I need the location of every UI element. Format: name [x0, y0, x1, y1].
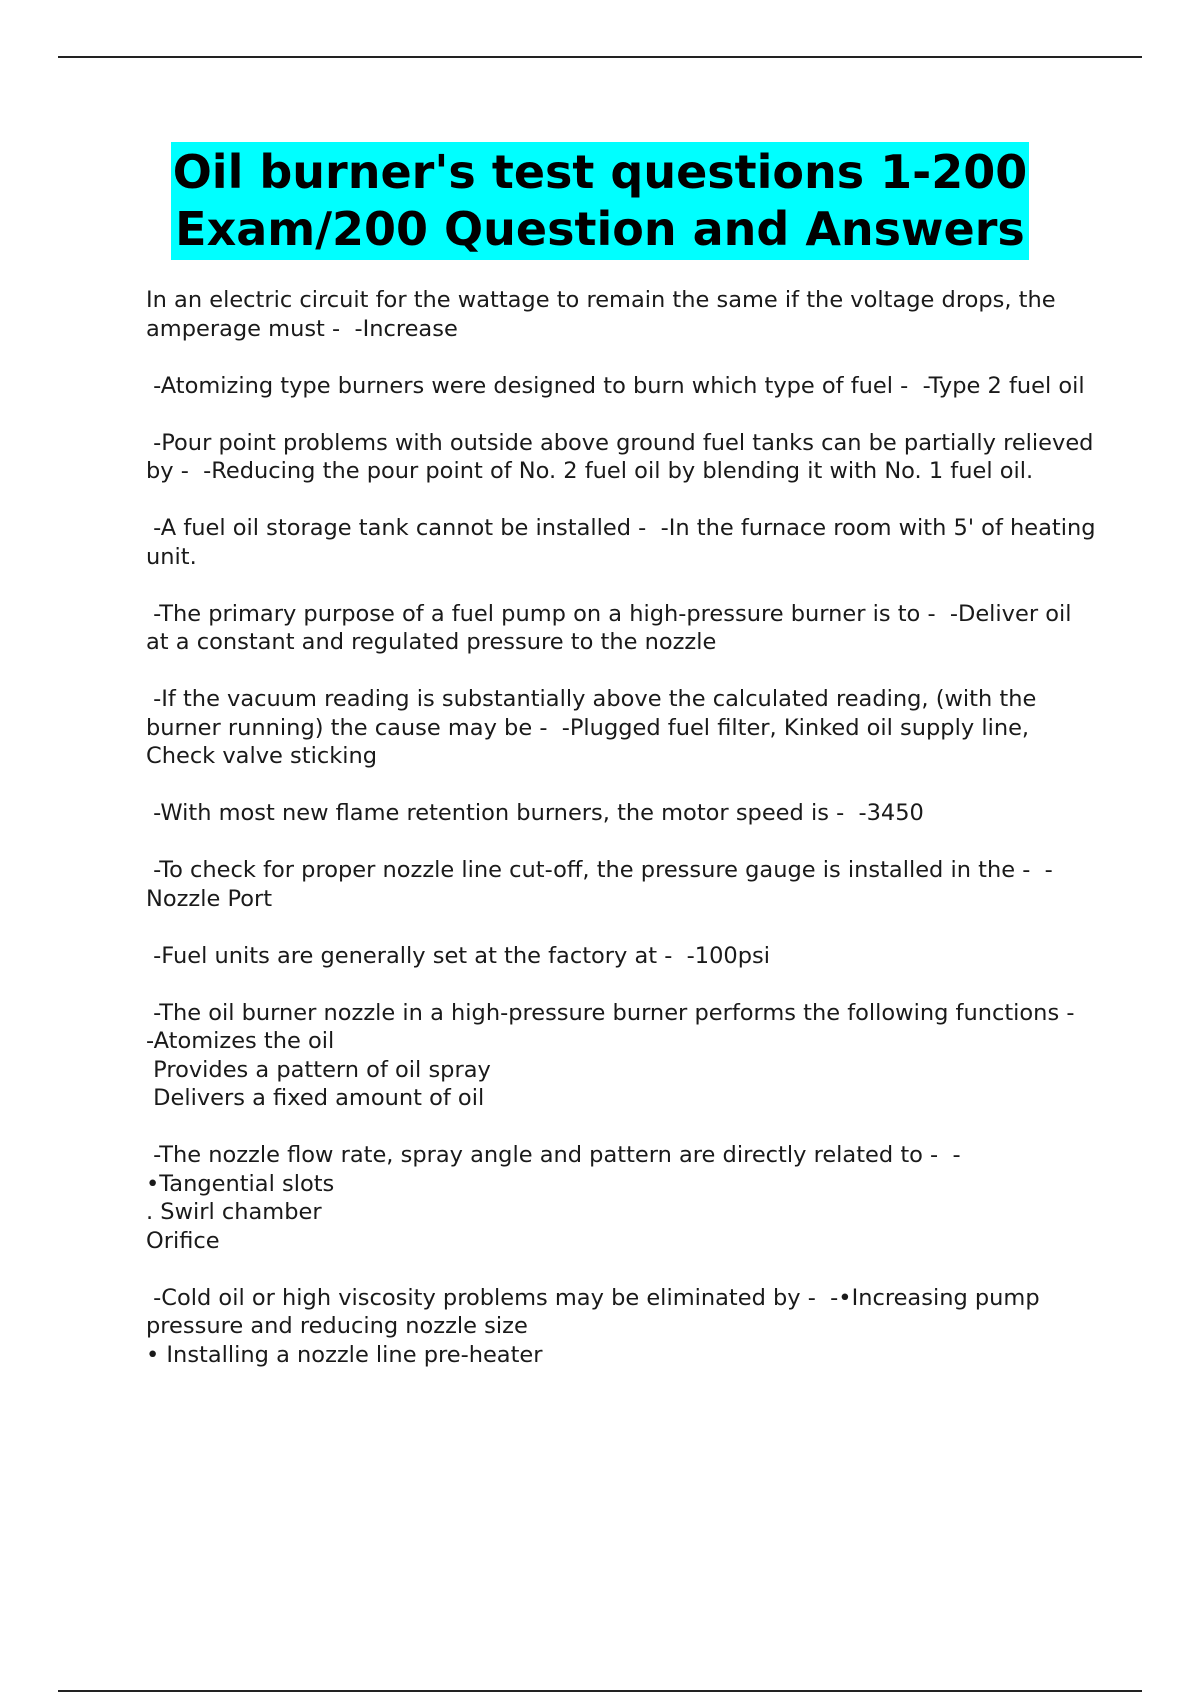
- title-line-2: Exam/200 Question and Answers: [175, 202, 1025, 256]
- title-line-1: Oil burner's test questions 1-200: [172, 145, 1028, 199]
- qa-item: -Atomizing type burners were designed to burn which type of fuel - -Type 2 fuel oil: [146, 372, 1085, 399]
- qa-item: -To check for proper nozzle line cut-off, the pressure gauge is installed in the - -Nozzle Port: [146, 857, 1053, 912]
- qa-item: -With most new flame retention burners, the motor speed is - -3450: [146, 800, 924, 826]
- qa-item: -The primary purpose of a fuel pump on a high-pressure burner is to - -Deliver oil at a constant and regulated pressure to the nozzle: [146, 600, 1079, 655]
- qa-item: -Cold oil or high viscosity problems may be eliminated by - -•Increasing pump pressure and reducing nozzle size • Installing a nozzle line pre-heater: [146, 1284, 1040, 1368]
- qa-item: -A fuel oil storage tank cannot be installed - -In the furnace room with 5' of heating unit.: [146, 515, 1103, 570]
- bottom-rule: [58, 1690, 1142, 1692]
- qa-item: -If the vacuum reading is substantially above the calculated reading, (with the burner running) the cause may be - -Plugged fuel filter, Kinked oil supply line, Check valve sticking: [146, 686, 1044, 769]
- qa-item: In an electric circuit for the wattage to remain the same if the voltage drops, the amperage must - -Increase: [146, 287, 1063, 342]
- qa-item: -The oil burner nozzle in a high-pressure burner performs the following functions - -Atomizes the oil Provides a pattern of oil spray Delivers a fixed amount of oil: [146, 999, 1075, 1111]
- qa-item: -The nozzle flow rate, spray angle and pattern are directly related to - - •Tangential slots . Swirl chamber Orifice: [146, 1142, 961, 1254]
- title-block: [0, 142, 1200, 260]
- qa-item: -Pour point problems with outside above ground fuel tanks can be partially relieved by - -Reducing the pour point of No. 2 fuel oil by blending it with No. 1 fuel oil.: [146, 429, 1101, 484]
- document-title: [171, 142, 1030, 260]
- top-rule: [58, 56, 1142, 58]
- qa-list: [146, 286, 1103, 1398]
- qa-item: -Fuel units are generally set at the factory at - -100psi: [146, 942, 771, 969]
